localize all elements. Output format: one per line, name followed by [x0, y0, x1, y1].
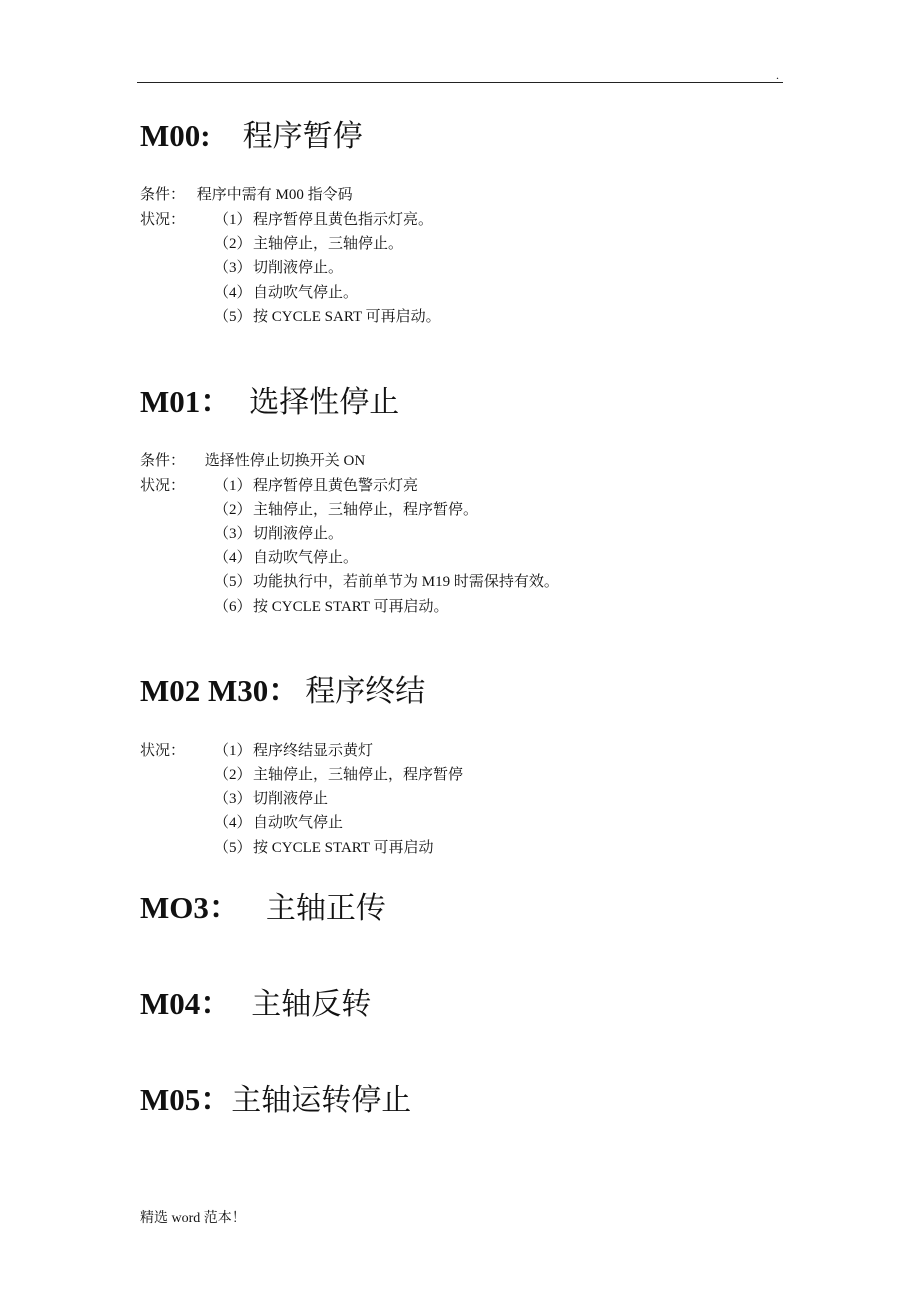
item-number: （4）: [214, 815, 252, 831]
header-rule: [137, 82, 783, 83]
section-code: M01：: [140, 384, 232, 419]
section-code: M04：: [140, 986, 232, 1021]
section-m01: [140, 384, 399, 421]
section-m02-m30: [140, 673, 425, 710]
item-text: 程序终结显示黄灯: [253, 743, 374, 759]
section-code: M02 M30：: [140, 673, 300, 708]
item-text: 主轴停止，三轴停止。: [253, 236, 404, 252]
item-number: （1）: [214, 478, 252, 494]
item-number: （5）: [214, 840, 252, 856]
section-m03: [140, 890, 386, 927]
status-label: 状况：: [140, 743, 186, 759]
section-m05: [140, 1082, 411, 1119]
section-title: 主轴运转停止: [231, 1083, 412, 1118]
item-number: （2）: [214, 236, 252, 252]
status-label: 状况：: [140, 478, 186, 494]
section-heading: [140, 890, 386, 927]
item-number: （6）: [214, 599, 252, 615]
item-number: （2）: [214, 767, 252, 783]
item-text: 自动吹气停止。: [253, 550, 359, 566]
section-code: M00:: [140, 118, 211, 153]
section-m04: [140, 986, 371, 1023]
condition-text: 选择性停止切换开关 ON: [204, 453, 366, 469]
section-title: 程序暂停: [242, 119, 363, 154]
item-text: 切削液停止: [253, 791, 329, 807]
section-heading: [140, 673, 425, 710]
condition-line: [140, 452, 365, 470]
item-text: 主轴停止，三轴停止，程序暂停: [253, 767, 464, 783]
item-text: 自动吹气停止。: [253, 285, 359, 301]
item-number: （3）: [214, 260, 252, 276]
section-title: 程序终结: [305, 674, 426, 709]
item-text: 按 CYCLE START 可再启动: [253, 840, 434, 856]
condition-label: 条件：: [140, 187, 186, 203]
section-heading: [140, 384, 399, 421]
section-title: 主轴正传: [265, 891, 386, 926]
condition-line: [140, 186, 353, 204]
item-number: （4）: [214, 285, 252, 301]
item-number: （2）: [214, 502, 252, 518]
item-number: （5）: [214, 574, 252, 590]
item-text: 切削液停止。: [253, 260, 344, 276]
item-number: （1）: [214, 743, 252, 759]
header-mark: .: [776, 68, 779, 82]
item-text: 切削液停止。: [253, 526, 344, 542]
condition-label: 条件：: [140, 453, 186, 469]
item-text: 功能执行中，若前单节为 M19 时需保持有效。: [253, 574, 559, 590]
status-label: 状况：: [140, 212, 186, 228]
section-heading: [140, 1082, 411, 1119]
item-text: 按 CYCLE START 可再启动。: [253, 599, 449, 615]
section-title: 主轴反转: [251, 987, 372, 1022]
item-number: （3）: [214, 526, 252, 542]
condition-text: 程序中需有 M00 指令码: [196, 187, 353, 203]
item-text: 程序暂停且黄色指示灯亮。: [253, 212, 434, 228]
item-number: （5）: [214, 309, 252, 325]
item-number: （3）: [214, 791, 252, 807]
item-text: 程序暂停且黄色警示灯亮: [253, 478, 419, 494]
item-text: 自动吹气停止: [253, 815, 344, 831]
footer-text: 精选 word 范本！: [140, 1211, 246, 1226]
section-m00: [140, 118, 363, 155]
item-text: 主轴停止，三轴停止，程序暂停。: [253, 502, 479, 518]
section-heading: [140, 118, 363, 155]
item-number: （1）: [214, 212, 252, 228]
item-text: 按 CYCLE SART 可再启动。: [253, 309, 441, 325]
section-heading: [140, 986, 371, 1023]
section-code: M05：: [140, 1082, 232, 1117]
item-number: （4）: [214, 550, 252, 566]
section-code: MO3：: [140, 890, 240, 925]
section-title: 选择性停止: [249, 385, 400, 420]
